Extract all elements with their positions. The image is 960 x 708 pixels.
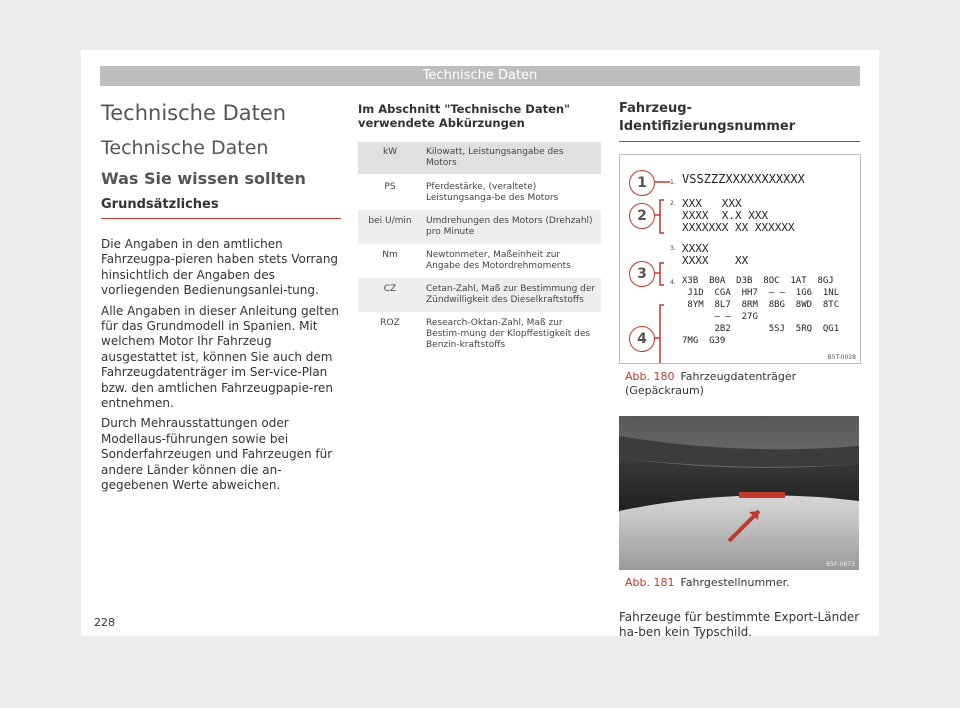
table-row xyxy=(358,244,601,278)
label-line: XXXX X.X XXX xyxy=(682,209,769,222)
abbreviations-title: Im Abschnitt "Technische Daten" verwendete Abkürzungen xyxy=(358,102,571,130)
label-line: XXX XXX xyxy=(682,197,742,210)
label-line: X3B B0A D3B 8OC 1AT 8GJ xyxy=(682,276,834,286)
abbr-value: Cetan-Zahl, Maß zur Bestimmung der Zündwilligkeit des Dieselkraftstoffs xyxy=(422,278,601,312)
paragraph-3: Durch Mehrausstattungen oder Modellaus-führungen sowie bei Sonderfahrzeugen und Fahrzeugen für andere Länder können die an-gegebenen Werte abweichen. xyxy=(101,416,333,493)
label-line: J1D CGA HH7 – – 1G6 1NL xyxy=(682,288,840,298)
line-number: 1. xyxy=(670,179,676,186)
page-title: Technische Daten xyxy=(101,101,287,125)
vehicle-data-label-figure xyxy=(619,154,861,364)
label-line: VSSZZZXXXXXXXXXXX xyxy=(682,172,805,186)
figure-code: B5F-0673 xyxy=(826,561,855,568)
abbr-value: Pferdestärke, (veraltete) Leistungsanga-be des Motors xyxy=(422,175,601,210)
figure-2-label: Abb. 181 xyxy=(625,576,675,589)
abbr-key: kW xyxy=(358,142,422,175)
subsection-title: Grundsätzliches xyxy=(101,196,341,219)
abbr-value: Umdrehungen des Motors (Drehzahl) pro Minute xyxy=(422,210,601,244)
figure-1-caption xyxy=(625,370,860,398)
figure-2-text: Fahrgestellnummer. xyxy=(680,576,790,589)
callout-1: 1 xyxy=(629,170,655,196)
chapter-title: Technische Daten xyxy=(101,137,269,159)
line-number: 2. xyxy=(670,200,676,207)
abbreviations-table xyxy=(358,142,601,357)
paragraph-2: Alle Angaben in dieser Anleitung gelten für das Grundmodell in Spanien. Mit welchem Motor Ihr Fahrzeug ausgestattet ist, können Sie auch dem Fahrzeugdatenträger im Ser-vice-Plan bzw. den amtlichen Fahrzeugpapie-ren entnehmen. xyxy=(101,303,339,411)
label-line: XXXX xyxy=(682,242,709,255)
table-row xyxy=(358,312,601,357)
label-line: 7MG G39 xyxy=(682,336,726,346)
callout-3: 3 xyxy=(629,261,655,287)
section-title: Was Sie wissen sollten xyxy=(101,169,306,188)
table-row xyxy=(358,142,601,175)
header-band: Technische Daten xyxy=(100,66,860,86)
abbr-key: bei U/min xyxy=(358,210,422,244)
abbr-key: ROZ xyxy=(358,312,422,357)
figure-2-caption xyxy=(625,576,860,590)
line-number: 4. xyxy=(670,279,676,286)
table-row xyxy=(358,210,601,244)
table-row xyxy=(358,175,601,210)
chassis-number-figure xyxy=(619,416,859,570)
abbr-value: Newtonmeter, Maßeinheit zur Angabe des Motordrehmoments xyxy=(422,244,601,278)
label-line: XXXX XX xyxy=(682,254,749,267)
paragraph-1: Die Angaben in den amtlichen Fahrzeugpa-pieren haben stets Vorrang hinsichtlich der Angaben des vorliegenden Bedienungsanlei-tung. xyxy=(101,237,339,298)
figure-1-label: Abb. 180 xyxy=(625,370,675,383)
left-column xyxy=(101,100,341,499)
callout-2: 2 xyxy=(629,203,655,229)
abbr-key: PS xyxy=(358,175,422,210)
figure-code: B5T-0028 xyxy=(827,354,856,361)
page-number: 228 xyxy=(94,616,115,629)
windshield-photo xyxy=(619,416,859,570)
label-line: XXXXXXX XX XXXXXX xyxy=(682,221,795,234)
abbreviations-column xyxy=(358,102,601,357)
abbr-key: CZ xyxy=(358,278,422,312)
label-line: 2B2 5SJ 5RQ QG1 xyxy=(682,324,840,334)
export-note: Fahrzeuge für bestimmte Export-Länder ha-ben kein Typschild. xyxy=(619,610,860,640)
abbr-key: Nm xyxy=(358,244,422,278)
abbr-value: Research-Oktan-Zahl, Maß zur Bestim-mung der Klopffestigkeit des Benzin-kraftstoffs xyxy=(422,312,601,357)
label-line: – – 27G xyxy=(682,312,758,322)
vin-section-title: Fahrzeug-Identifizierungsnummer xyxy=(619,100,860,142)
callout-4: 4 xyxy=(629,326,655,352)
line-number: 3. xyxy=(670,245,676,252)
label-line: 8YM 8L7 8RM 8BG 8WD 8TC xyxy=(682,300,840,310)
figure-1-text: Fahrzeugdatenträger (Gepäckraum) xyxy=(625,370,797,397)
abbr-value: Kilowatt, Leistungsangabe des Motors xyxy=(422,142,601,175)
vin-column xyxy=(619,100,860,641)
table-row xyxy=(358,278,601,312)
